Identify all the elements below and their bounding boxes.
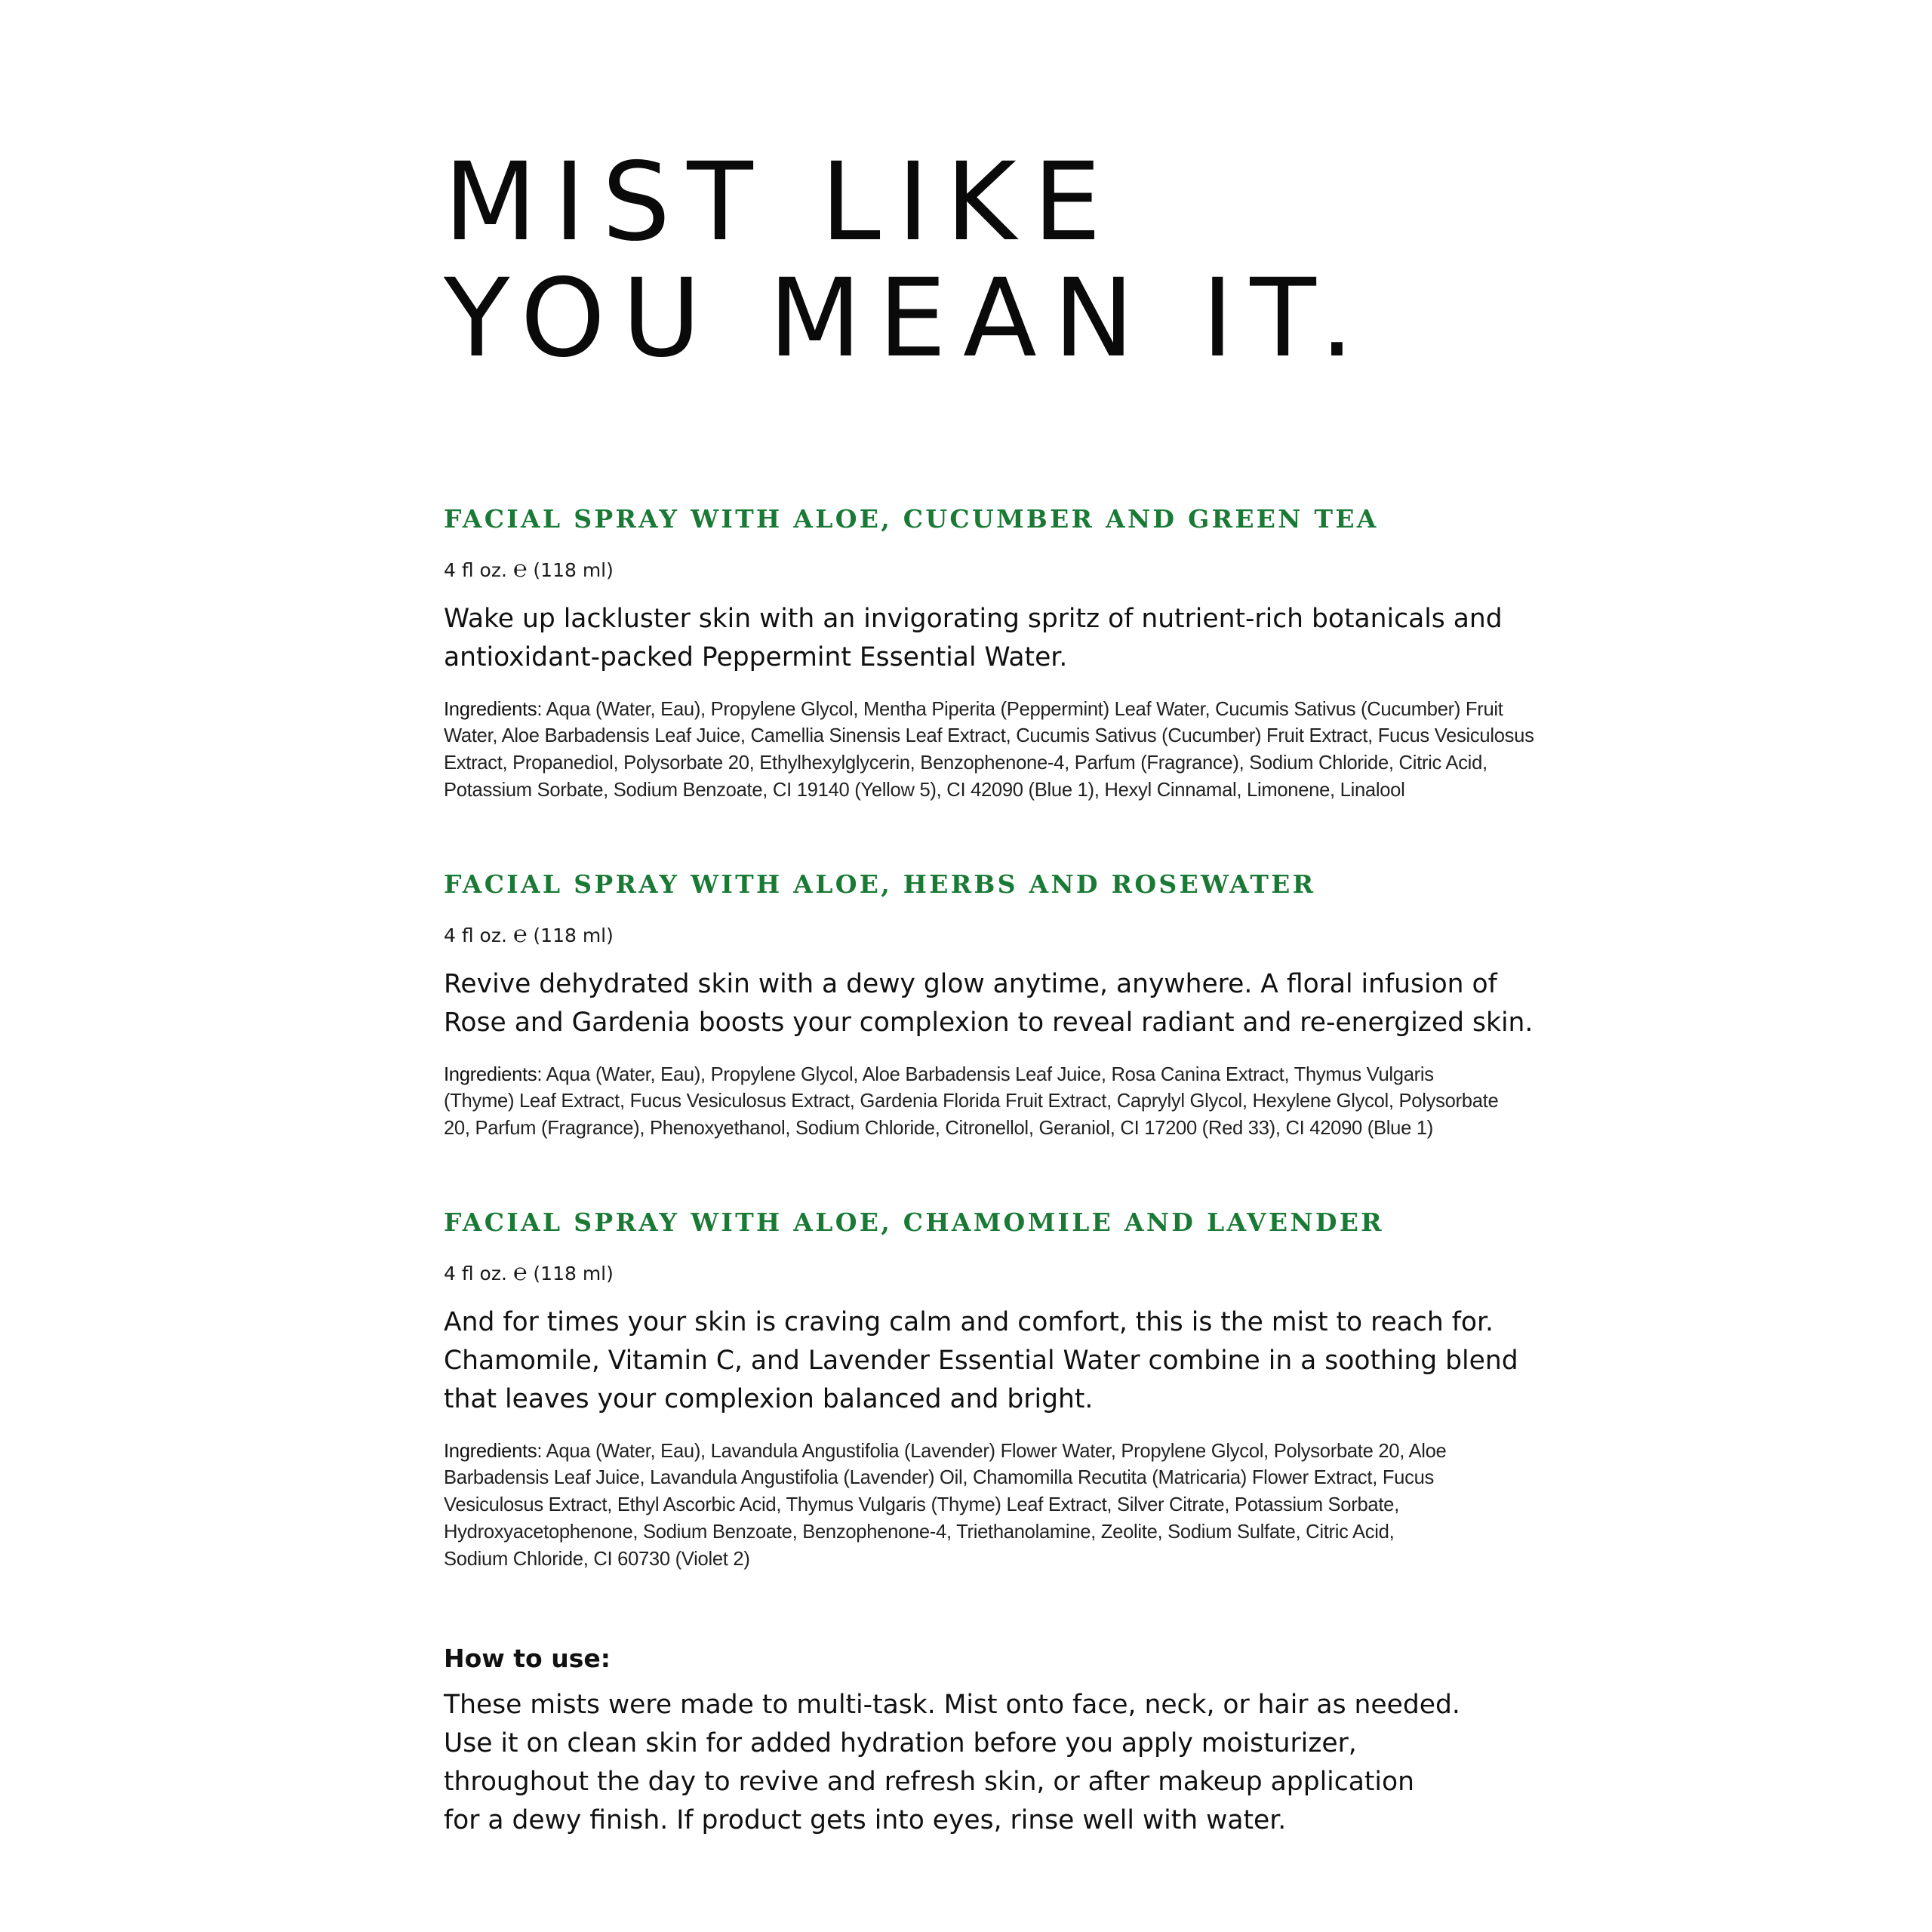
product-title: FACIAL SPRAY WITH ALOE, CHAMOMILE AND LAVENDER: [444, 1208, 1384, 1237]
how-to-use-title: How to use:: [444, 1644, 611, 1673]
headline-line-1: MIST LIKE: [444, 139, 1118, 265]
description-line: antioxidant-packed Peppermint Essential Water.: [444, 641, 1068, 672]
product-size: [444, 921, 1621, 949]
product-size: [444, 555, 1621, 583]
ingredients-line: 20, Parfum (Fragrance), Phenoxyethanol, Sodium Chloride, Citronellol, Geraniol, CI 17200 (Red 33), CI 42090 (Blue 1): [444, 1118, 1433, 1140]
ingredients-text: Aqua (Water, Eau), Propylene Glycol, Aloe Barbadensis Leaf Juice, Rosa Canina Extract, Thymus Vulgaris: [542, 1063, 1434, 1085]
description-line: Chamomile, Vitamin C, and Lavender Essential Water combine in a soothing blend: [444, 1345, 1518, 1376]
size-prefix: 4 fl oz.: [444, 558, 513, 581]
description-line: Rose and Gardenia boosts your complexion to reveal radiant and re-energized skin.: [444, 1007, 1534, 1038]
size-suffix: (118 ml): [527, 558, 614, 581]
ingredients-line: [444, 697, 1621, 724]
size-suffix: (118 ml): [527, 1262, 614, 1284]
estimated-sign-icon: ℮: [512, 920, 528, 948]
headline-line-2: YOU MEAN IT.: [444, 255, 1371, 381]
size-prefix: 4 fl oz.: [444, 924, 513, 946]
product-description: [444, 600, 1621, 677]
how-to-use-text: [444, 1686, 1576, 1840]
ingredients-line: [444, 1438, 1621, 1466]
ingredients-line: Sodium Chloride, CI 60730 (Violet 2): [444, 1548, 750, 1570]
ingredients-line: Water, Aloe Barbadensis Leaf Juice, Camellia Sinensis Leaf Extract, Cucumis Sativus (Cucumber) Fruit Extract, Fucus Vesiculosus: [444, 725, 1534, 747]
ingredients-line: [444, 1062, 1621, 1089]
ingredients-list: [444, 1438, 1621, 1574]
description-line: And for times your skin is craving calm and comfort, this is the mist to reach for.: [444, 1306, 1494, 1337]
description-line: Revive dehydrated skin with a dewy glow anytime, anywhere. A floral infusion of: [444, 968, 1497, 999]
product-description: [444, 1303, 1621, 1419]
how-to-use-line: throughout the day to revive and refresh skin, or after makeup application: [444, 1766, 1414, 1797]
ingredients-line: Vesiculosus Extract, Ethyl Ascorbic Acid, Thymus Vulgaris (Thyme) Leaf Extract, Silver Citrate, Potassium Sorbate,: [444, 1494, 1399, 1516]
ingredients-text: Aqua (Water, Eau), Propylene Glycol, Mentha Piperita (Peppermint) Leaf Water, Cucumis Sativus (Cucumber) Fruit: [542, 698, 1503, 720]
size-suffix: (118 ml): [527, 924, 614, 946]
size-prefix: 4 fl oz.: [444, 1262, 513, 1284]
ingredients-list: [444, 1062, 1621, 1143]
ingredients-line: Barbadensis Leaf Juice, Lavandula Angustifolia (Lavender) Oil, Chamomilla Recutita (Matricaria) Flower Extract, Fucus: [444, 1467, 1435, 1489]
ingredients-line: Hydroxyacetophenone, Sodium Benzoate, Benzophenone-4, Triethanolamine, Zeolite, Sodium Sulfate, Citric Acid,: [444, 1521, 1395, 1543]
ingredients-label: Ingredients:: [444, 1063, 543, 1085]
ingredients-text: Aqua (Water, Eau), Lavandula Angustifolia (Lavender) Flower Water, Propylene Glycol, Polysorbate 20, Aloe: [542, 1440, 1447, 1462]
ingredients-list: [444, 697, 1621, 804]
product-title: FACIAL SPRAY WITH ALOE, CUCUMBER AND GREEN TEA: [444, 504, 1379, 534]
ingredients-line: (Thyme) Leaf Extract, Fucus Vesiculosus Extract, Gardenia Florida Fruit Extract, Caprylyl Glycol, Hexylene Glycol, Polysorbate: [444, 1091, 1499, 1112]
product-description: [444, 965, 1621, 1042]
product-section-herbs-rosewater: [444, 869, 1621, 1143]
ingredients-label: Ingredients:: [444, 698, 543, 720]
product-size: [444, 1259, 1621, 1287]
estimated-sign-icon: ℮: [512, 555, 528, 583]
product-section-chamomile-lavender: [444, 1208, 1621, 1573]
ingredients-line: Potassium Sorbate, Sodium Benzoate, CI 19140 (Yellow 5), CI 42090 (Blue 1), Hexyl Cinnamal, Limonene, Linalool: [444, 779, 1405, 801]
how-to-use-section: [444, 1644, 1576, 1840]
description-line: that leaves your complexion balanced and bright.: [444, 1383, 1094, 1414]
headline: [444, 139, 1371, 381]
ingredients-label: Ingredients:: [444, 1440, 543, 1462]
product-title: FACIAL SPRAY WITH ALOE, HERBS AND ROSEWATER: [444, 869, 1316, 899]
how-to-use-line: Use it on clean skin for added hydration before you apply moisturizer,: [444, 1727, 1357, 1758]
how-to-use-line: for a dewy finish. If product gets into eyes, rinse well with water.: [444, 1804, 1287, 1835]
how-to-use-line: These mists were made to multi-task. Mist onto face, neck, or hair as needed.: [444, 1689, 1460, 1720]
description-line: Wake up lackluster skin with an invigorating spritz of nutrient-rich botanicals and: [444, 603, 1503, 634]
product-section-cucumber-green-tea: [444, 504, 1621, 804]
ingredients-line: Extract, Propanediol, Polysorbate 20, Ethylhexylglycerin, Benzophenone-4, Parfum (Fragrance), Sodium Chloride, Citric Acid,: [444, 752, 1487, 774]
estimated-sign-icon: ℮: [512, 1258, 528, 1286]
